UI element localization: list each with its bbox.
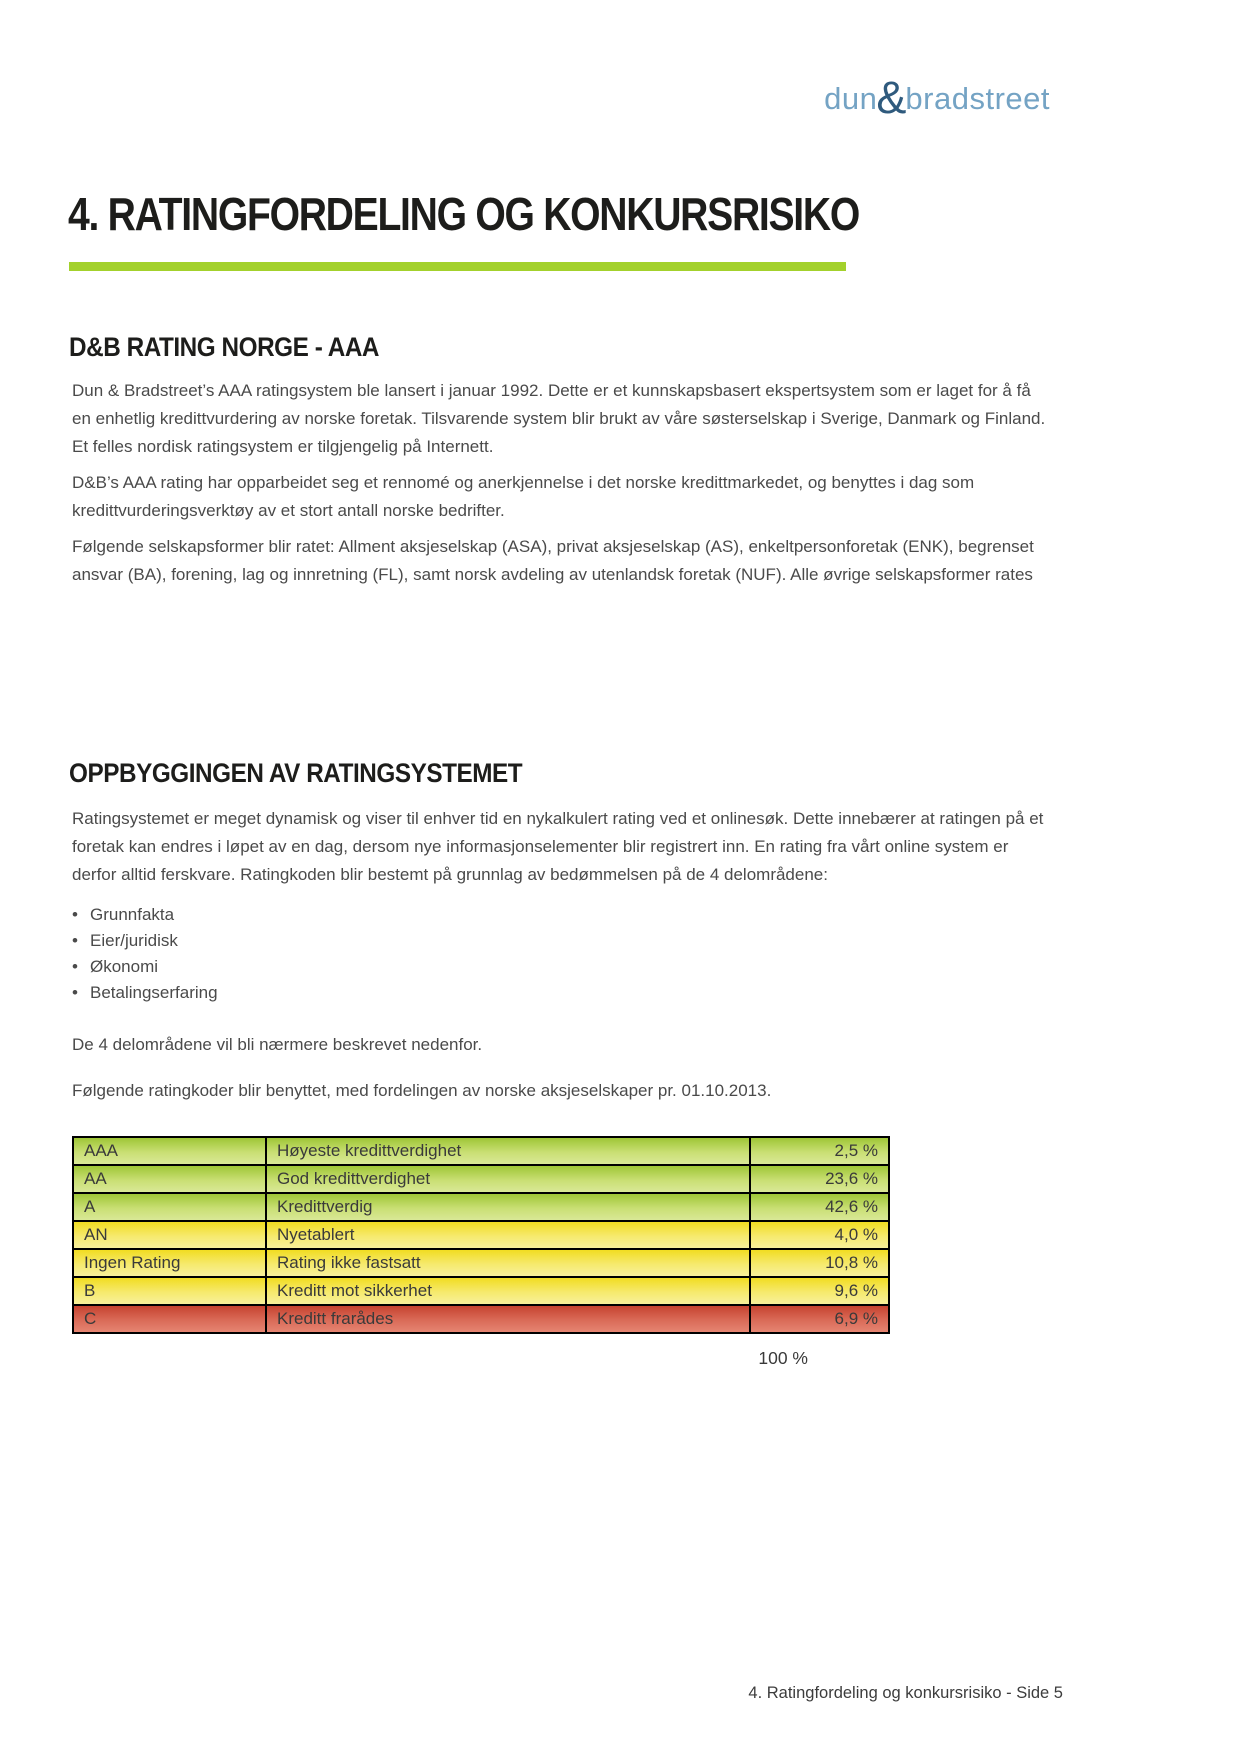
table-total-percent: 100 % xyxy=(758,1348,808,1368)
rating-code-cell: A xyxy=(73,1193,266,1221)
paragraph-dynamic-rating: Ratingsystemet er meget dynamisk og viser til enhver tid en nykalkulert rating ved et onlinesøk. Dette innebærer at ratingen på et foretak kan endres i løpet av en dag, dersom nye informasjonselementer blir registrert inn. En rating fra vårt online system er derfor alltid ferskvare. Ratingkoden blir bestemt på grunnlag av bedømmelsen på de 4 delområdene: xyxy=(72,809,1044,884)
paragraph-rating-reputation: D&B’s AAA rating har opparbeidet seg et rennomé og anerkjennelse i det norske kredittmarkedet, og benyttes i dag som kredittvurderingsverktøy av et stort antall norske bedrifter. xyxy=(72,473,975,520)
rating-description-cell: Kreditt mot sikkerhet xyxy=(266,1277,750,1305)
rating-percent-cell: 42,6 % xyxy=(750,1193,889,1221)
logo-word-bradstreet: bradstreet xyxy=(905,81,1050,116)
rating-code-cell: B xyxy=(73,1277,266,1305)
rating-percent-cell: 6,9 % xyxy=(750,1305,889,1333)
rating-code-cell: AAA xyxy=(73,1137,266,1165)
rating-code-cell: Ingen Rating xyxy=(73,1249,266,1277)
table-row xyxy=(73,1137,889,1165)
logo-ampersand-icon: & xyxy=(876,72,907,123)
table-row xyxy=(73,1249,889,1277)
paragraph-rating-system-intro: Dun & Bradstreet’s AAA ratingsystem ble lansert i januar 1992. Dette er et kunnskapsbasert ekspertsystem som er laget for å få en enhetlig kredittvurdering av norske foretak. Tilsvarende system blir brukt av våre søsterselskap i Sverige, Danmark og Finland. Et felles nordisk ratingsystem er tilgjengelig på Internett. xyxy=(72,381,1046,456)
rating-description-cell: Høyeste kredittverdighet xyxy=(266,1137,750,1165)
paragraph-company-forms: Følgende selskapsformer blir ratet: Allment aksjeselskap (ASA), privat aksjeselskap (AS), enkeltpersonforetak (ENK), begrenset ansvar (BA), forening, lag og innretning (FL), samt norsk avdeling av utenlandsk foretak (NUF). Alle øvrige selskapsformer rates xyxy=(72,537,1034,584)
paragraph-subareas-described: De 4 delområdene vil bli nærmere beskrevet nedenfor. xyxy=(72,1035,483,1054)
title-accent-rule xyxy=(69,262,846,271)
list-item: • Grunnfakta xyxy=(72,902,218,928)
rating-code-cell: AA xyxy=(73,1165,266,1193)
table-row xyxy=(73,1221,889,1249)
page-footer: 4. Ratingfordeling og konkursrisiko - Side 5 xyxy=(748,1684,1063,1702)
page-title: 4. RATINGFORDELING OG KONKURSRISIKO xyxy=(68,188,859,241)
section-heading-db-rating-norge: D&B RATING NORGE - AAA xyxy=(69,331,380,362)
rating-description-cell: Rating ikke fastsatt xyxy=(266,1249,750,1277)
section-heading-oppbyggingen: OPPBYGGINGEN AV RATINGSYSTEMET xyxy=(69,757,523,788)
rating-description-cell: God kredittverdighet xyxy=(266,1165,750,1193)
dun-and-bradstreet-logo xyxy=(824,68,1050,123)
table-row xyxy=(73,1165,889,1193)
list-item: • Økonomi xyxy=(72,954,218,980)
rating-code-cell: C xyxy=(73,1305,266,1333)
table-row xyxy=(73,1193,889,1221)
rating-percent-cell: 23,6 % xyxy=(750,1165,889,1193)
rating-description-cell: Nyetablert xyxy=(266,1221,750,1249)
paragraph-rating-codes-intro: Følgende ratingkoder blir benyttet, med fordelingen av norske aksjeselskaper pr. 01.10.2013. xyxy=(72,1081,772,1100)
logo-word-dun: dun xyxy=(824,81,878,116)
rating-description-cell: Kredittverdig xyxy=(266,1193,750,1221)
list-item: • Eier/juridisk xyxy=(72,928,218,954)
rating-subareas-list xyxy=(72,902,218,1006)
rating-percent-cell: 2,5 % xyxy=(750,1137,889,1165)
table-row xyxy=(73,1277,889,1305)
rating-code-cell: AN xyxy=(73,1221,266,1249)
rating-description-cell: Kreditt frarådes xyxy=(266,1305,750,1333)
rating-percent-cell: 9,6 % xyxy=(750,1277,889,1305)
rating-percent-cell: 10,8 % xyxy=(750,1249,889,1277)
list-item: • Betalingserfaring xyxy=(72,980,218,1006)
rating-percent-cell: 4,0 % xyxy=(750,1221,889,1249)
table-row xyxy=(73,1305,889,1333)
rating-distribution-table xyxy=(72,1136,890,1334)
